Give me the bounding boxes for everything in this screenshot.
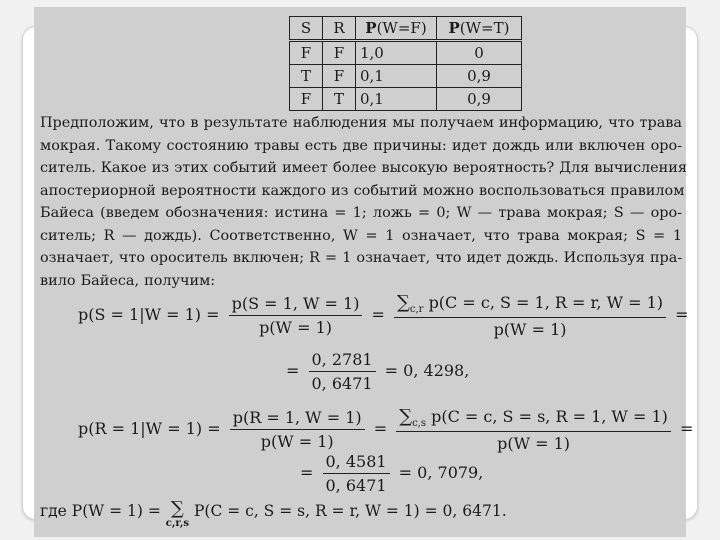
formula-lhs: P(W = 1) = — [71, 502, 161, 520]
sum-subscript: c,r,s — [165, 518, 190, 529]
column-header-r: R — [323, 17, 356, 41]
fraction — [323, 452, 390, 495]
denominator: p(W = 1) — [259, 318, 332, 338]
table-cell: F — [290, 88, 323, 111]
paragraph-line: вило Байеса, получим: — [40, 272, 216, 289]
where-word: где — [40, 502, 67, 520]
table-cell: F — [323, 65, 356, 88]
equals-sign: = — [286, 361, 300, 380]
sum-subscript: c,s — [412, 418, 426, 430]
table-cell: F — [323, 41, 356, 65]
bold-p: P — [365, 19, 377, 37]
numerator: p(R = 1, W = 1) — [230, 408, 365, 430]
denominator: p(W = 1) — [497, 434, 571, 454]
paragraph-line: апостериорной вероятности каждого из событий можно воспользоваться правилом — [40, 182, 685, 199]
table-cell: 1,0 — [356, 41, 437, 65]
table-row — [290, 65, 522, 88]
table-row — [290, 88, 522, 111]
column-header-p-w-true — [437, 17, 522, 41]
paragraph-line: мокрая. Такому состоянию травы есть две причины: идет дождь или включен оро- — [40, 137, 682, 154]
equals-sign: = — [675, 305, 689, 325]
sum-subscript: c,r — [409, 304, 424, 316]
equals-sign: = — [373, 419, 388, 439]
fraction — [309, 350, 376, 393]
denominator: p(W = 1) — [260, 432, 334, 452]
formula-rhs: P(C = c, S = s, R = r, W = 1) = 0, 6471. — [193, 502, 507, 520]
numerator: 0, 2781 — [309, 350, 376, 372]
column-header-p-w-false — [356, 17, 437, 41]
numerator-text: p(C = c, S = s, R = 1, W = 1) — [431, 407, 668, 426]
denominator: 0, 6471 — [311, 374, 373, 393]
denominator: 0, 6471 — [325, 476, 387, 495]
paragraph-line: Предположим, что в результате наблюдения мы получаем информацию, что трава — [40, 115, 682, 131]
header-suffix: (W=F) — [376, 19, 427, 37]
formula-lhs: p(R = 1|W = 1) = — [78, 419, 221, 439]
table-cell: T — [323, 88, 356, 111]
numerator: 0, 4581 — [323, 452, 390, 474]
numerator-text: p(C = c, S = 1, R = r, W = 1) — [428, 293, 664, 312]
equals-sign: = — [300, 463, 314, 482]
table-cell: T — [290, 65, 323, 88]
formula-rain — [78, 406, 693, 453]
numerator: p(S = 1, W = 1) — [229, 294, 363, 316]
formula-lhs: p(S = 1|W = 1) = — [78, 305, 220, 325]
table-cell: 0,9 — [437, 88, 522, 111]
fraction — [396, 406, 671, 453]
body-paragraph — [40, 112, 687, 292]
fraction — [230, 408, 365, 451]
denominator: p(W = 1) — [493, 320, 567, 340]
equals-sign: = — [679, 419, 694, 439]
paragraph-line: ситель; R — дождь). Соответственно, W = 1 означает, что трава мокрая; S = 1 — [40, 227, 682, 244]
bold-p: P — [448, 19, 460, 37]
formula-sprinkler-result — [286, 350, 469, 393]
sum-symbol: ∑ — [397, 292, 410, 313]
numerator — [394, 292, 666, 318]
fraction — [394, 292, 666, 339]
sum-symbol: ∑ — [170, 498, 184, 519]
table-cell: 0 — [437, 41, 522, 65]
table-row — [290, 41, 522, 65]
table-cell: 0,1 — [356, 65, 437, 88]
paragraph-line: Байеса (введем обозначения: истина = 1; ложь = 0; W — трава мокрая; S — оро- — [40, 205, 682, 221]
column-header-s: S — [290, 17, 323, 41]
table-cell: 0,1 — [356, 88, 437, 111]
paragraph-line: означает, что ороситель включен; R = 1 означает, что идет дождь. Используя пра- — [40, 250, 683, 266]
numerator — [396, 406, 671, 432]
formula-rain-result — [300, 452, 483, 495]
fraction — [229, 294, 363, 337]
equals-sign: = — [371, 305, 385, 325]
table-cell: F — [290, 41, 323, 65]
header-suffix: (W=T) — [459, 19, 510, 37]
sum-symbol: ∑ — [399, 406, 413, 427]
formula-normalizer — [40, 500, 507, 529]
result-value: = 0, 4298, — [384, 361, 470, 380]
result-value: = 0, 7079, — [398, 463, 484, 482]
sum-block — [166, 500, 189, 529]
probability-table — [289, 16, 522, 111]
formula-sprinkler — [78, 292, 689, 339]
paragraph-line: ситель. Какое из этих событий имеет более высокую вероятность? Для вычисления — [40, 160, 687, 176]
table-cell: 0,9 — [437, 65, 522, 88]
